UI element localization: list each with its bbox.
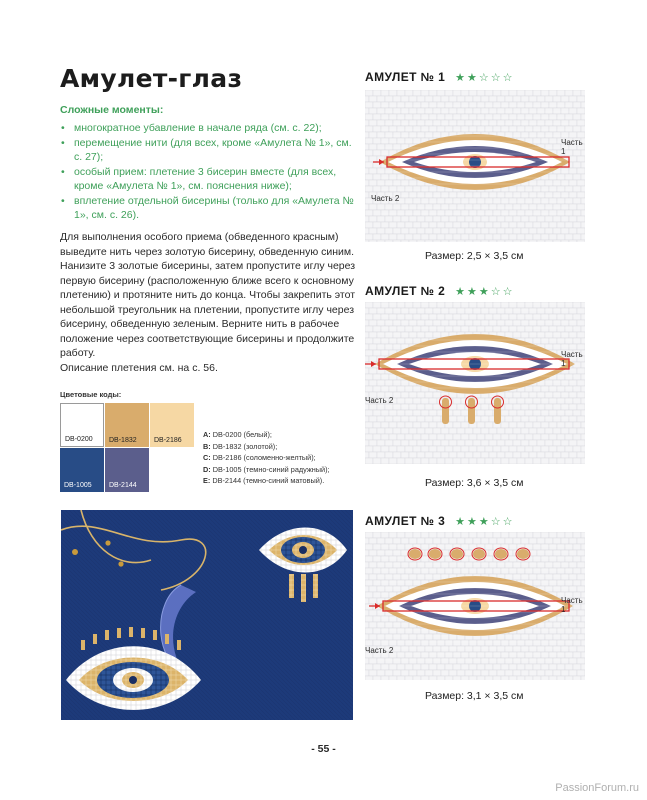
description-reference: Описание плетения см. на с. 56.	[60, 362, 218, 374]
bead-scheme-svg	[365, 532, 585, 680]
list-item: • многократное убавление в начале ряда (см. с. 22);	[60, 121, 360, 136]
swatch-db-1832	[105, 403, 149, 447]
legend-key: C:	[203, 453, 211, 462]
legend-key: A:	[203, 430, 211, 439]
bead-scheme-svg	[365, 302, 585, 464]
amulet-2-scheme	[365, 302, 585, 464]
amulet-title: АМУЛЕТ № 2	[365, 284, 446, 298]
swatch-db-2186	[150, 403, 194, 447]
color-swatch-grid	[60, 403, 196, 493]
swatch-label: DB-2144	[109, 482, 137, 489]
hard-moments-heading: Сложные моменты:	[60, 104, 164, 116]
part-2-label: Часть 2	[365, 396, 394, 405]
amulet-title: АМУЛЕТ № 1	[365, 70, 446, 84]
page-title: Амулет-глаз	[60, 64, 243, 93]
swatch-label: DB-2186	[154, 437, 182, 444]
rating-stars: ★★☆☆☆	[455, 72, 515, 84]
legend-key: E:	[203, 476, 211, 485]
part-2-label: Часть 2	[365, 646, 394, 655]
legend-text: DB-1832 (золотой);	[212, 441, 278, 451]
swatch-db-0200	[60, 403, 104, 447]
amulet-1-header	[365, 68, 514, 86]
amulet-3-scheme	[365, 532, 585, 680]
legend-entry	[203, 475, 330, 487]
hard-moments-list	[60, 121, 360, 223]
legend-entry	[203, 429, 330, 441]
page-number: - 55 -	[311, 743, 336, 755]
legend-key: B:	[203, 441, 211, 451]
product-photo	[61, 510, 353, 720]
amulet-3-size: Размер: 3,1 × 3,5 см	[425, 690, 524, 702]
list-item: • особый прием: плетение 3 бисерин вместе (для всех, кроме «Амулета № 1», см. пояснения ниже);	[60, 165, 360, 194]
swatch-db-1005	[60, 448, 104, 492]
swatch-db-2144	[105, 448, 149, 492]
amulet-title: АМУЛЕТ № 3	[365, 514, 446, 528]
color-codes-heading: Цветовые коды:	[60, 390, 122, 399]
swatch-label: DB-1005	[64, 482, 92, 489]
legend-entry	[203, 464, 330, 476]
legend-text: DB-2186 (соломенно-желтый);	[212, 453, 316, 462]
legend-text: DB-2144 (темно-синий матовый).	[212, 476, 325, 485]
bead-scheme-svg	[365, 90, 585, 242]
amulet-1-size: Размер: 2,5 × 3,5 см	[425, 250, 524, 262]
part-1-label: Часть 1	[561, 138, 583, 156]
legend-key: D:	[203, 464, 211, 474]
swatch-label: DB-1832	[109, 437, 137, 444]
list-item: • вплетение отдельной бисерины (только для «Амулета № 1», см. с. 26).	[60, 194, 360, 223]
swatch-label: DB-0200	[65, 436, 93, 443]
amulet-2-size: Размер: 3,6 × 3,5 см	[425, 477, 524, 489]
rating-stars: ★★★☆☆	[455, 516, 515, 528]
amulet-1-scheme	[365, 90, 585, 242]
list-item: • перемещение нити (для всех, кроме «Амулета № 1», см. с. 27);	[60, 136, 360, 165]
amulet-2-header	[365, 282, 514, 300]
part-2-label: Часть 2	[371, 194, 400, 203]
legend-entry	[203, 452, 330, 464]
color-legend	[203, 429, 330, 487]
legend-entry	[203, 441, 330, 453]
part-1-label: Часть 1	[561, 350, 583, 368]
rating-stars: ★★★☆☆	[455, 286, 515, 298]
legend-text: DB-0200 (белый);	[212, 430, 272, 439]
amulet-3-header	[365, 512, 514, 530]
watermark: PassionForum.ru	[555, 782, 639, 794]
legend-text: DB-1005 (темно-синий радужный);	[212, 464, 330, 474]
part-1-label: Часть 1	[561, 596, 583, 614]
instruction-paragraph: Для выполнения особого приема (обведенного красным) выведите нить через золотую бисерину, обведенную синим. Нанизите 3 золотые бисерины, затем пропустите иглу через первую бисерину (расположенную ближе всего к основному плетению) и протяните нить до конца. Чтобы закрепить этот небольшой треугольник на плетении, пропустите иглу через бисерину, обведенную зеленым. Верните нить в рабочее положение через соответствующие бисерины и продолжите работу.	[60, 231, 356, 359]
